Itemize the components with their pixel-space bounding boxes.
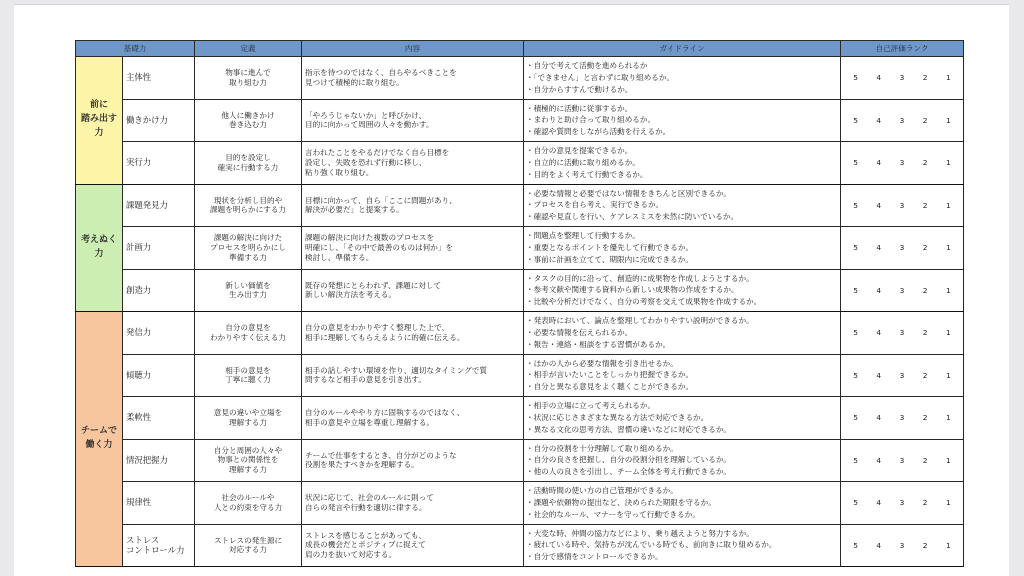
guideline-item: ・課題や依頼物の提出など、決められた期限を守るか。 [526, 497, 716, 507]
skill-name: 規律性 [126, 497, 152, 508]
skill-name: 創造力 [126, 284, 152, 295]
definition-line: 準備する力 [229, 252, 267, 262]
content-line: 肩の力を抜いて対応する。 [305, 550, 397, 560]
rank-options [841, 498, 963, 507]
definition-line: 巻き込む力 [229, 120, 267, 130]
skill-name: 発信力 [126, 327, 152, 338]
table-row [76, 354, 964, 397]
definition-cell [195, 439, 302, 482]
guideline-item: ・自立的に活動に取り組めるか。 [526, 157, 640, 167]
guideline-cell [524, 312, 841, 355]
guideline-item: ・相手の立場に立って考えられるか。 [526, 401, 656, 411]
table-row [76, 439, 964, 482]
guideline-cell [524, 184, 841, 227]
definition-cell [195, 184, 302, 227]
guideline-item: ・自分で考えて活動を進められるか [526, 61, 648, 71]
content-line: 問するなど相手の意見を引き出す。 [305, 375, 426, 385]
guideline-item: ・他の人の良さを引出し、チーム全体を考え行動できるか。 [526, 467, 732, 477]
content-cell [302, 354, 524, 397]
rank-option-1[interactable]: 1 [945, 73, 951, 83]
table-row [76, 142, 964, 185]
self-evaluation-table [75, 40, 964, 567]
rank-option-1[interactable]: 1 [945, 498, 951, 508]
rank-option-2[interactable]: 2 [922, 370, 928, 380]
guideline-cell [524, 269, 841, 312]
rank-option-5[interactable]: 5 [853, 413, 858, 423]
content-line: 明確にし、「その中で最善のものは何か」を [305, 242, 454, 252]
definition-cell [195, 482, 302, 525]
group-label-line: 前に [89, 100, 108, 111]
guideline-item: ・確認や質問をしながら活動を行えるか。 [526, 127, 671, 137]
skill-name: ストレス [126, 534, 160, 545]
table-body [76, 57, 964, 567]
definition-line: 生み出す力 [229, 290, 267, 300]
content-line: 役割を果たすべきかを理解する。 [305, 460, 419, 470]
guideline-item: ・重要となるポイントを優先して行動できるか。 [526, 242, 694, 252]
content-line: ストレスを感じることがあっても、 [305, 530, 427, 540]
definition-cell [195, 99, 302, 142]
content-cell [302, 227, 524, 270]
rank-cell [841, 397, 964, 440]
guideline-item: ・報告・連絡・相談をする習慣があるか。 [526, 339, 671, 349]
group-label-cell [76, 184, 123, 312]
table-row [76, 312, 964, 355]
guideline-cell [524, 99, 841, 142]
rank-option-5[interactable]: 5 [853, 243, 858, 253]
definition-line: 丁寧に聴く力 [225, 375, 271, 385]
definition-line: 新しい価値を [225, 280, 271, 290]
rank-option-1[interactable]: 1 [945, 455, 951, 465]
rank-option-5[interactable]: 5 [853, 158, 858, 168]
rank-option-5[interactable]: 5 [853, 498, 858, 508]
rank-cell [841, 439, 964, 482]
guideline-item: ・事前に計画を立てて、期限内に完成できるか。 [526, 254, 693, 264]
rank-option-2[interactable]: 2 [922, 328, 928, 338]
content-line: 新しい解決方法を考える。 [305, 290, 397, 300]
rank-options [841, 158, 963, 167]
rank-option-5[interactable]: 5 [853, 540, 858, 550]
guideline-cell [524, 57, 841, 100]
guideline-cell [524, 524, 841, 567]
rank-options [841, 328, 963, 337]
definition-line: 人との約束を守る力 [213, 502, 283, 512]
rank-option-2[interactable]: 2 [922, 200, 928, 210]
guideline-cell [524, 482, 841, 525]
content-line: 粘り強く取り組む。 [305, 167, 374, 177]
guideline-cell [524, 397, 841, 440]
rank-cell [841, 227, 964, 270]
rank-cell [841, 269, 964, 312]
definition-line: 現状を分析し目的や [213, 195, 283, 205]
rank-option-3[interactable]: 3 [899, 540, 905, 550]
rank-option-4[interactable]: 4 [876, 328, 882, 338]
rank-cell [841, 312, 964, 355]
skill-name: 主体性 [126, 72, 152, 83]
table-row [76, 227, 964, 270]
guideline-cell [524, 142, 841, 185]
skill-name: 計画力 [126, 242, 152, 253]
rank-option-4[interactable]: 4 [876, 540, 882, 550]
definition-line: 物事との関係性を [217, 455, 279, 465]
definition-line: プロセスを明らかにし [210, 242, 286, 252]
skill-name: 情況把握力 [126, 454, 168, 465]
guideline-item: ・異なる文化の思考方法、習慣の違いなどに対応できるか。 [526, 424, 732, 434]
rank-cell [841, 57, 964, 100]
content-line: 「やろうじゃないか」と呼びかけ、 [305, 110, 427, 120]
content-cell [302, 99, 524, 142]
content-line: 言われたことをやるだけでなく自ら目標を [305, 148, 450, 158]
guideline-item: ・必要な情報を伝えられるか。 [526, 327, 633, 337]
definition-line: 理解する力 [229, 417, 267, 427]
rank-option-2[interactable]: 2 [922, 243, 928, 253]
content-line: 自分のルールややり方に固執するのではなく、 [305, 408, 465, 418]
skill-name: 働きかけ力 [126, 114, 168, 125]
rank-option-1[interactable]: 1 [945, 328, 951, 338]
content-line: 相手の話しやすい環境を作り、適切なタイミングで質 [305, 365, 487, 375]
group-label-cell [76, 312, 123, 567]
guideline-item: ・確認や見直しを行い、ケアレスミスを未然に防いでいるか。 [526, 212, 739, 222]
rank-option-3[interactable]: 3 [899, 158, 905, 168]
content-cell [302, 184, 524, 227]
group-label-line: 考えぬく [80, 234, 117, 245]
content-line: チームで仕事をするとき、自分がどのような [305, 450, 457, 460]
rank-option-2[interactable]: 2 [922, 498, 928, 508]
table-row [76, 482, 964, 525]
skill-cell [123, 99, 195, 142]
rank-option-3[interactable]: 3 [899, 498, 905, 508]
definition-line: 理解する力 [229, 465, 267, 475]
guideline-item: ・参考文献や関連する資料から新しい成果物の作成をするか。 [526, 285, 739, 295]
rank-option-5[interactable]: 5 [853, 73, 858, 83]
table-row [76, 184, 964, 227]
guideline-item: ・自分の良さを把握し、自分の役割分担を理解しているか。 [526, 455, 732, 465]
rank-cell [841, 142, 964, 185]
content-cell [302, 312, 524, 355]
definition-cell [195, 269, 302, 312]
skill-cell [123, 439, 195, 482]
group-label-line: 力 [94, 248, 104, 259]
definition-line: 自分の意見を [225, 323, 271, 333]
content-line: 解決が必要だ」と提案する。 [305, 205, 404, 215]
rank-option-5[interactable]: 5 [853, 285, 858, 295]
guideline-item: ・疲れている時や、気持ちが沈んでいる時でも、前向きに取り組めるか。 [526, 540, 777, 550]
definition-line: わかりやすく伝える力 [210, 332, 286, 342]
rank-option-4[interactable]: 4 [876, 413, 882, 423]
skill-name: 傾聴力 [126, 369, 152, 380]
skill-cell [123, 142, 195, 185]
header-kiso: 基礎力 [76, 41, 195, 57]
group-label-line: 働く力 [85, 440, 113, 450]
rank-option-4[interactable]: 4 [876, 73, 882, 83]
header-naiyou: 内容 [302, 41, 524, 57]
definition-line: 他人に働きかけ [221, 110, 275, 120]
definition-cell [195, 142, 302, 185]
rank-options [841, 73, 963, 82]
rank-option-4[interactable]: 4 [876, 243, 882, 253]
definition-line: 課題を明らかにする力 [210, 205, 286, 215]
rank-option-1[interactable]: 1 [945, 243, 951, 253]
rank-options [841, 456, 963, 465]
rank-option-4[interactable]: 4 [876, 115, 882, 125]
group-label-cell [76, 57, 123, 185]
definition-line: 目的を設定し [225, 153, 271, 163]
table-row [76, 397, 964, 440]
content-cell [302, 142, 524, 185]
rank-options [841, 371, 963, 380]
definition-cell [195, 524, 302, 567]
rank-option-3[interactable]: 3 [899, 200, 905, 210]
content-cell [302, 269, 524, 312]
skill-cell [123, 269, 195, 312]
rank-option-1[interactable]: 1 [945, 370, 951, 380]
guideline-item: ・発表時において、論点を整理してわかりやすい説明ができるか。 [526, 316, 754, 326]
rank-option-1[interactable]: 1 [945, 158, 951, 168]
header-row [76, 41, 964, 57]
definition-cell [195, 312, 302, 355]
rank-option-3[interactable]: 3 [899, 455, 905, 465]
skill-cell [123, 397, 195, 440]
rank-option-4[interactable]: 4 [876, 200, 882, 210]
header-rank: 自己評価ランク [841, 41, 964, 57]
content-line: 自らの発言や行動を適切に律する。 [305, 502, 427, 512]
table-row [76, 269, 964, 312]
definition-cell [195, 57, 302, 100]
group-label-line: 踏み出す [80, 114, 117, 125]
rank-option-3[interactable]: 3 [899, 370, 905, 380]
guideline-item: ・プロセスを自ら考え、実行できるか。 [526, 200, 664, 210]
rank-option-3[interactable]: 3 [899, 243, 905, 253]
skill-cell [123, 354, 195, 397]
guideline-item: ・まわりと助け合って取り組めるか。 [526, 115, 656, 125]
guideline-item: ・必要な情報と必要ではない情報をきちんと区別できるか。 [526, 188, 732, 198]
rank-cell [841, 184, 964, 227]
rank-option-4[interactable]: 4 [876, 285, 882, 295]
table-row [76, 524, 964, 567]
skill-cell [123, 524, 195, 567]
rank-options [841, 541, 963, 550]
content-line: 相手の意見や立場を尊重し理解する。 [305, 417, 435, 427]
content-cell [302, 524, 524, 567]
definition-line: 自分と周囲の人々や [213, 445, 283, 455]
content-cell [302, 439, 524, 482]
rank-options [841, 243, 963, 252]
rank-option-1[interactable]: 1 [945, 540, 951, 550]
guideline-item: ・タスクの目的に沿って、創造的に成果物を作成しようとするか。 [526, 273, 754, 283]
content-line: 状況に応じて、社会のルールに則って [305, 493, 434, 503]
rank-option-1[interactable]: 1 [945, 413, 951, 423]
rank-option-2[interactable]: 2 [922, 540, 928, 550]
rank-option-1[interactable]: 1 [945, 285, 951, 295]
rank-options [841, 116, 963, 125]
header-teigi: 定義 [195, 41, 302, 57]
rank-option-2[interactable]: 2 [922, 158, 928, 168]
group-label-line: 力 [94, 128, 104, 139]
guideline-cell [524, 227, 841, 270]
document-page [14, 4, 1009, 576]
definition-line: 確実に行動する力 [217, 162, 279, 172]
group-label-line: チームで [80, 426, 117, 437]
guideline-item: ・自分からすすんで動けるか。 [526, 84, 633, 94]
rank-option-2[interactable]: 2 [922, 413, 928, 423]
rank-option-4[interactable]: 4 [876, 370, 882, 380]
definition-line: 物事に進んで [225, 68, 271, 78]
guideline-item: ・大変な時、仲間の協力などにより、乗り越えようと努力するか。 [526, 528, 754, 538]
content-line: 自分の意見をわかりやすく整理した上で、 [305, 323, 450, 333]
definition-line: 課題の解決に向けた [213, 233, 283, 243]
definition-cell [195, 397, 302, 440]
guideline-item: ・活動時間の使い方の自己管理ができるか。 [526, 486, 678, 496]
rank-option-5[interactable]: 5 [853, 115, 858, 125]
table-row [76, 57, 964, 100]
content-line: 見つけて積極的に取り組む。 [305, 77, 404, 87]
content-cell [302, 57, 524, 100]
rank-option-3[interactable]: 3 [899, 413, 905, 423]
guideline-item: ・「できません」と言わずに取り組めるか。 [526, 72, 675, 82]
rank-option-2[interactable]: 2 [922, 285, 928, 295]
rank-option-5[interactable]: 5 [853, 328, 858, 338]
guideline-item: ・自分と異なる意見をよく聴くことができるか。 [526, 382, 694, 392]
rank-option-3[interactable]: 3 [899, 115, 905, 125]
evaluation-sheet [75, 40, 963, 567]
rank-option-3[interactable]: 3 [899, 285, 905, 295]
rank-options [841, 201, 963, 210]
skill-cell [123, 57, 195, 100]
rank-option-4[interactable]: 4 [876, 498, 882, 508]
definition-line: 社会のルールや [221, 493, 275, 503]
content-cell [302, 482, 524, 525]
guideline-item: ・ほかの人から必要な情報を引き出せるか。 [526, 358, 678, 368]
rank-option-1[interactable]: 1 [945, 115, 951, 125]
table-row [76, 99, 964, 142]
guideline-item: ・相手が言いたいことをしっかり把握できるか。 [526, 370, 694, 380]
content-line: 設定し、失敗を恐れず行動に移し、 [305, 157, 427, 167]
rank-cell [841, 482, 964, 525]
skill-name: 課題発見力 [126, 199, 168, 210]
rank-cell [841, 354, 964, 397]
skill-cell [123, 482, 195, 525]
skill-name: コントロール力 [126, 545, 185, 556]
guideline-item: ・自分で感情をコントロールできるか。 [526, 552, 663, 562]
rank-option-3[interactable]: 3 [899, 328, 905, 338]
definition-line: 意見の違いや立場を [213, 408, 283, 418]
definition-line: ストレスの発生源に [213, 535, 283, 545]
rank-option-5[interactable]: 5 [853, 455, 858, 465]
guideline-item: ・自分の役割を十分理解して取り組めるか。 [526, 443, 678, 453]
content-line: 相手に理解してもらえるように的確に伝える。 [305, 332, 465, 342]
rank-option-2[interactable]: 2 [922, 73, 928, 83]
guideline-cell [524, 354, 841, 397]
header-guideline: ガイドライン [524, 41, 841, 57]
rank-option-4[interactable]: 4 [876, 455, 882, 465]
content-line: 既存の発想にとらわれず、課題に対して [305, 280, 442, 290]
guideline-item: ・状況に応じさまざまな異なる方法で対応できるか。 [526, 412, 709, 422]
guideline-item: ・問題点を整理して行動するか。 [526, 231, 640, 241]
content-line: 指示を待つのではなく、自らやるべきことを [305, 68, 457, 78]
rank-option-5[interactable]: 5 [853, 370, 858, 380]
rank-option-5[interactable]: 5 [853, 200, 858, 210]
skill-cell [123, 227, 195, 270]
definition-cell [195, 354, 302, 397]
guideline-item: ・目的をよく考えて行動できるか。 [526, 169, 648, 179]
content-line: 課題の解決に向けた複数のプロセスを [305, 233, 435, 243]
content-cell [302, 397, 524, 440]
rank-options [841, 413, 963, 422]
rank-cell [841, 524, 964, 567]
rank-option-1[interactable]: 1 [945, 200, 951, 210]
skill-cell [123, 184, 195, 227]
content-line: 目標に向かって、自ら「ここに問題があり、 [305, 195, 457, 205]
skill-name: 柔軟性 [126, 412, 152, 423]
rank-option-4[interactable]: 4 [876, 158, 882, 168]
rank-options [841, 286, 963, 295]
guideline-item: ・自分の意見を提案できるか。 [526, 146, 633, 156]
definition-line: 取り組む力 [229, 77, 267, 87]
content-line: 目的に向かって周囲の人々を動かす。 [305, 120, 434, 130]
guideline-item: ・比較や分析だけでなく、自分の考察を交えて成果物を作成するか。 [526, 297, 762, 307]
rank-option-3[interactable]: 3 [899, 73, 905, 83]
guideline-item: ・積極的に活動に従事するか。 [526, 103, 633, 113]
definition-line: 相手の意見を [225, 365, 271, 375]
rank-option-2[interactable]: 2 [922, 455, 928, 465]
content-line: 検討し、準備する。 [305, 252, 374, 262]
rank-cell [841, 99, 964, 142]
skill-name: 実行力 [126, 157, 152, 168]
guideline-cell [524, 439, 841, 482]
definition-line: 対応する力 [229, 545, 267, 555]
guideline-item: ・社会的なルール、マナーを守って行動できるか。 [526, 509, 700, 519]
definition-cell [195, 227, 302, 270]
skill-cell [123, 312, 195, 355]
content-line: 成長の機会だとポジティブに捉えて [305, 540, 426, 550]
rank-option-2[interactable]: 2 [922, 115, 928, 125]
